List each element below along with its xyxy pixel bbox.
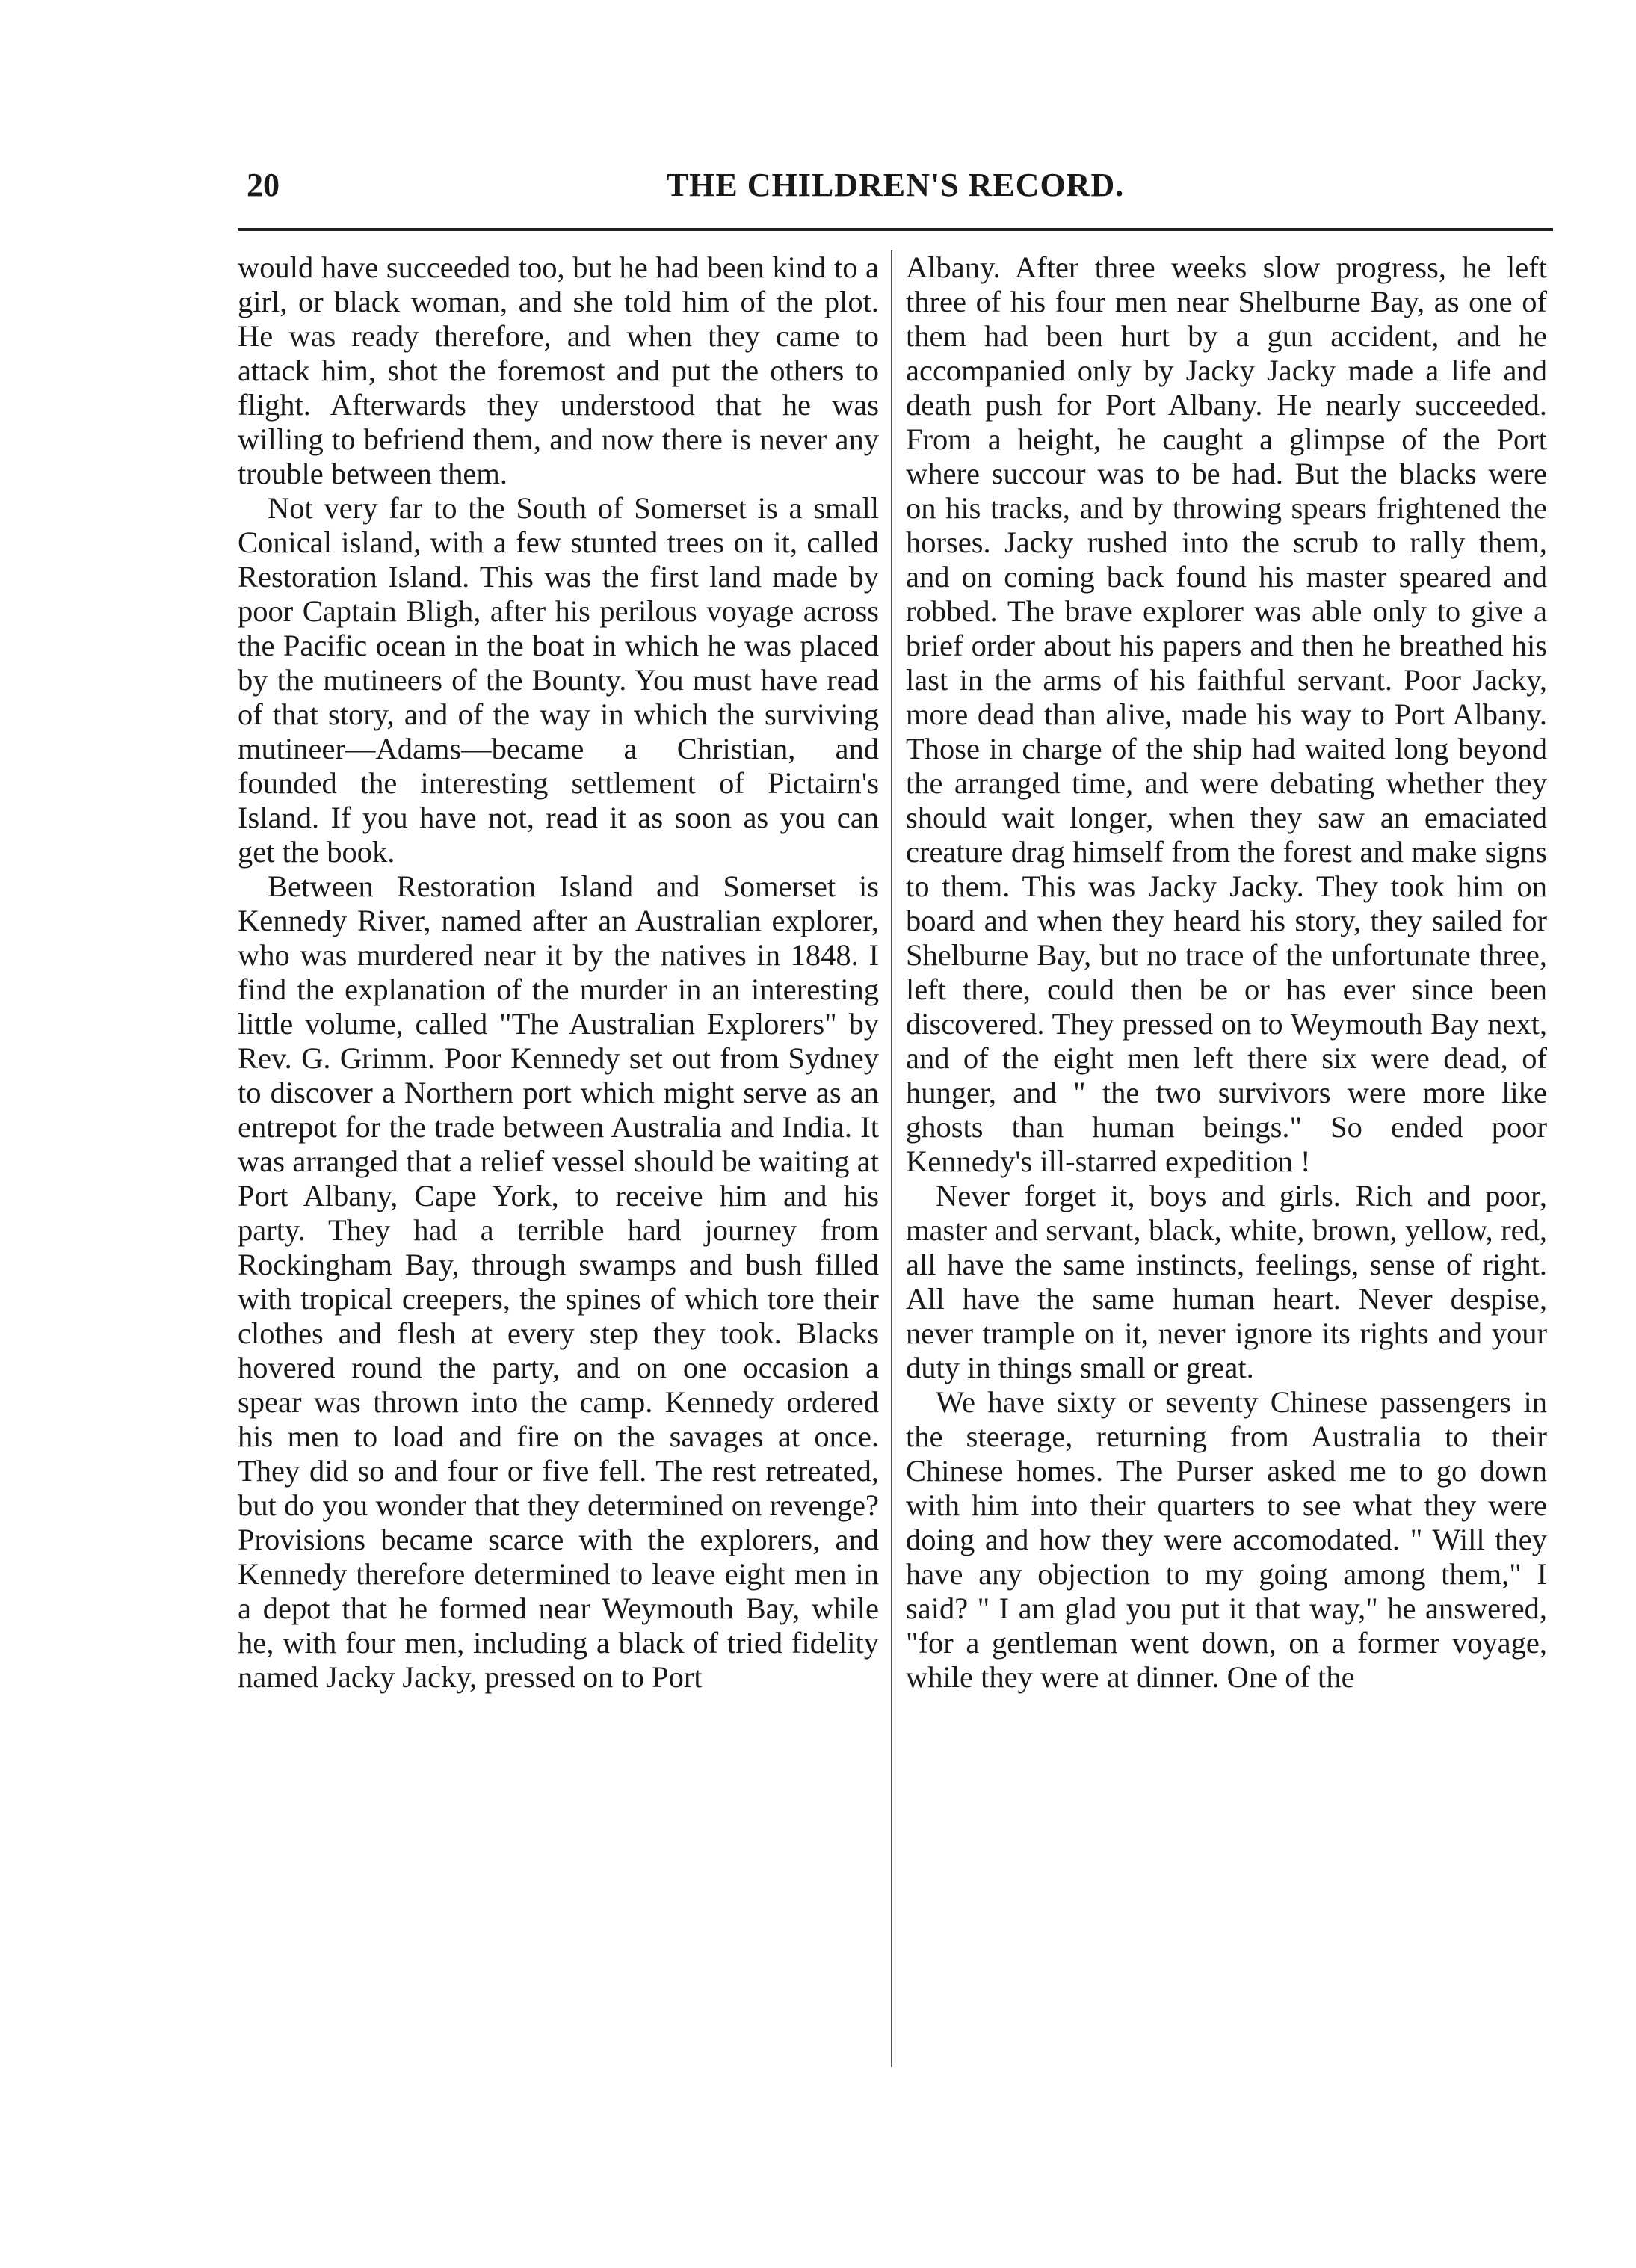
paragraph: We have sixty or seventy Chinese passengers in the steerage, returning from Australia to their Chinese homes. The Purser asked me to go down with him into their quarters to see what they were doing and how they were accomodated. " Will they have any objection to my going among them," I said? " I am glad you put it that way," he answered, "for a gentleman went down, on a former voyage, while they were at dinner. One of the: [906, 1385, 1547, 1694]
page-header: [238, 166, 1553, 211]
header-rule: [238, 228, 1553, 231]
paragraph: Not very far to the South of Somerset is a small Conical island, with a few stunted trees on it, called Restoration Island. This was the first land made by poor Captain Bligh, after his perilous voyage across the Pacific ocean in the boat in which he was placed by the mutineers of the Bounty. You must have read of that story, and of the way in which the surviving mutineer—Adams—became a Christian, and founded the interesting settlement of Pictairn's Island. If you have not, read it as soon as you can get the book.: [238, 491, 879, 869]
column-divider: [891, 250, 892, 2067]
left-column: [238, 250, 879, 1695]
right-column: [906, 250, 1547, 1695]
paragraph: Between Restoration Island and Somerset is Kennedy River, named after an Australian explorer, who was murdered near it by the natives in 1848. I find the explanation of the murder in an interesting little volume, called "The Australian Explorers" by Rev. G. Grimm. Poor Kennedy set out from Sydney to discover a Northern port which might serve as an entrepot for the trade between Australia and India. It was arranged that a relief vessel should be waiting at Port Albany, Cape York, to receive him and his party. They had a terrible hard journey from Rockingham Bay, through swamps and bush filled with tropical creepers, the spines of which tore their clothes and flesh at every step they took. Blacks hovered round the party, and on one occasion a spear was thrown into the camp. Kennedy ordered his men to load and fire on the savages at once. They did so and four or five fell. The rest retreated, but do you wonder that they determined on revenge? Provisions became scarce with the explorers, and Kennedy therefore determined to leave eight men in a depot that he formed near Weymouth Bay, while he, with four men, including a black of tried fidelity named Jacky Jacky, pressed on to Port: [238, 869, 879, 1694]
page-number: 20: [247, 167, 280, 203]
running-title: THE CHILDREN'S RECORD.: [666, 167, 1125, 203]
paragraph: Never forget it, boys and girls. Rich and poor, master and servant, black, white, brown, yellow, red, all have the same instincts, feelings, sense of right. All have the same human heart. Never despise, never trample on it, never ignore its rights and your duty in things small or great.: [906, 1179, 1547, 1384]
paragraph: Albany. After three weeks slow progress, he left three of his four men near Shelburne Bay, as one of them had been hurt by a gun accident, and he accompanied only by Jacky Jacky made a life and death push for Port Albany. He nearly succeeded. From a height, he caught a glimpse of the Port where succour was to be had. But the blacks were on his tracks, and by throwing spears frightened the horses. Jacky rushed into the scrub to rally them, and on coming back found his master speared and robbed. The brave explorer was able only to give a brief order about his papers and then he breathed his last in the arms of his faithful servant. Poor Jacky, more dead than alive, made his way to Port Albany. Those in charge of the ship had waited long beyond the arranged time, and were debating whether they should wait longer, when they saw an emaciated creature drag himself from the forest and make signs to them. This was Jacky Jacky. They took him on board and when they heard his story, they sailed for Shelburne Bay, but no trace of the unfortunate three, left there, could then be or has ever since been discovered. They pressed on to Weymouth Bay next, and of the eight men left there six were dead, of hunger, and " the two survivors were more like ghosts than human beings." So ended poor Kennedy's ill-starred expedition !: [906, 250, 1547, 1178]
paragraph: would have succeeded too, but he had been kind to a girl, or black woman, and she told him of the plot. He was ready therefore, and when they came to attack him, shot the foremost and put the others to flight. Afterwards they understood that he was willing to befriend them, and now there is never any trouble between them.: [238, 250, 879, 490]
